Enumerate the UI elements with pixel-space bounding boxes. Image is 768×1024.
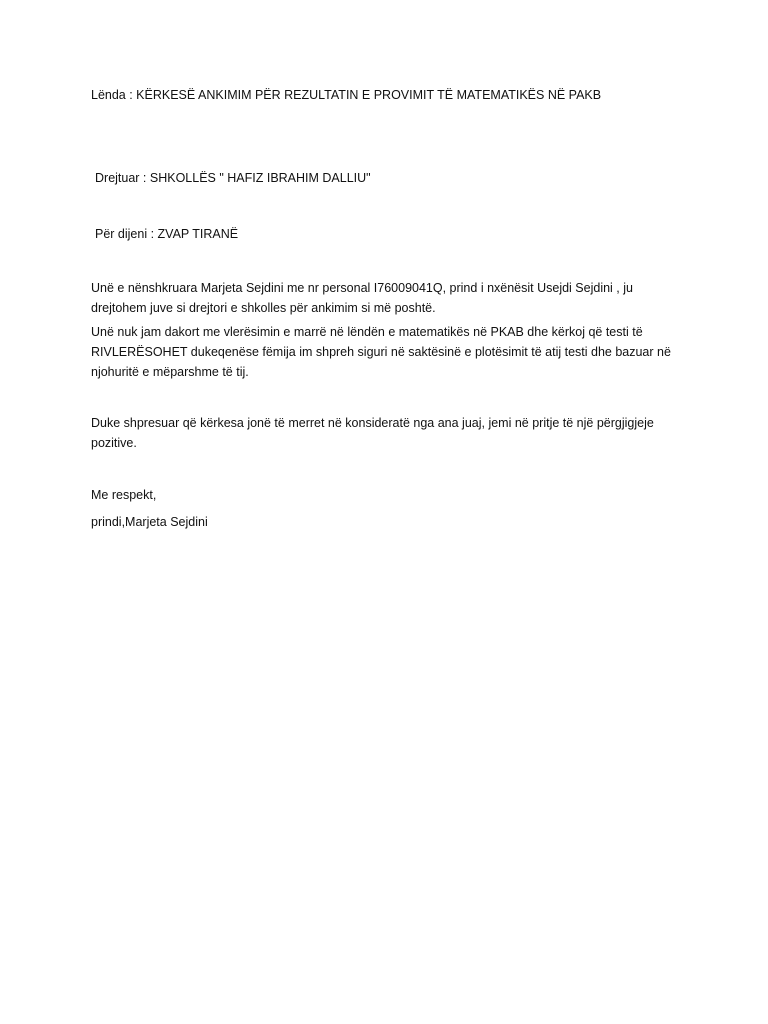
body-paragraph-2 xyxy=(91,322,671,382)
addressee-line: Drejtuar : SHKOLLËS " HAFIZ IBRAHIM DALLIU" xyxy=(95,171,371,185)
body-paragraph-1 xyxy=(91,278,671,318)
paragraph-text: Duke shpresuar që kërkesa jonë të merret në konsideratë nga ana juaj, jemi në pritje të një përgjigjeje pozitive. xyxy=(91,416,654,450)
signature-line: prindi,Marjeta Sejdini xyxy=(91,515,208,529)
body-paragraph-3 xyxy=(91,413,671,453)
closing-line: Me respekt, xyxy=(91,488,157,502)
subject-line: Lënda : KËRKESË ANKIMIM PËR REZULTATIN E PROVIMIT TË MATEMATIKËS NË PAKB xyxy=(91,88,602,102)
paragraph-text: Unë e nënshkruara Marjeta Sejdini me nr personal I76009041Q, prind i nxënësit Usejdi Sejdini , ju drejtohem juve si drejtori e shkolles për ankimim si më poshtë. xyxy=(91,281,633,315)
paragraph-text: Unë nuk jam dakort me vlerësimin e marrë në lëndën e matematikës në PKAB dhe kërkoj që testi të RIVLERËSOHET dukeqenëse fëmija im shpreh siguri në saktësinë e plotësimit të atij testi dhe bazuar në njohuritë e mëparshme të tij. xyxy=(91,325,671,379)
cc-line: Për dijeni : ZVAP TIRANË xyxy=(95,227,239,241)
